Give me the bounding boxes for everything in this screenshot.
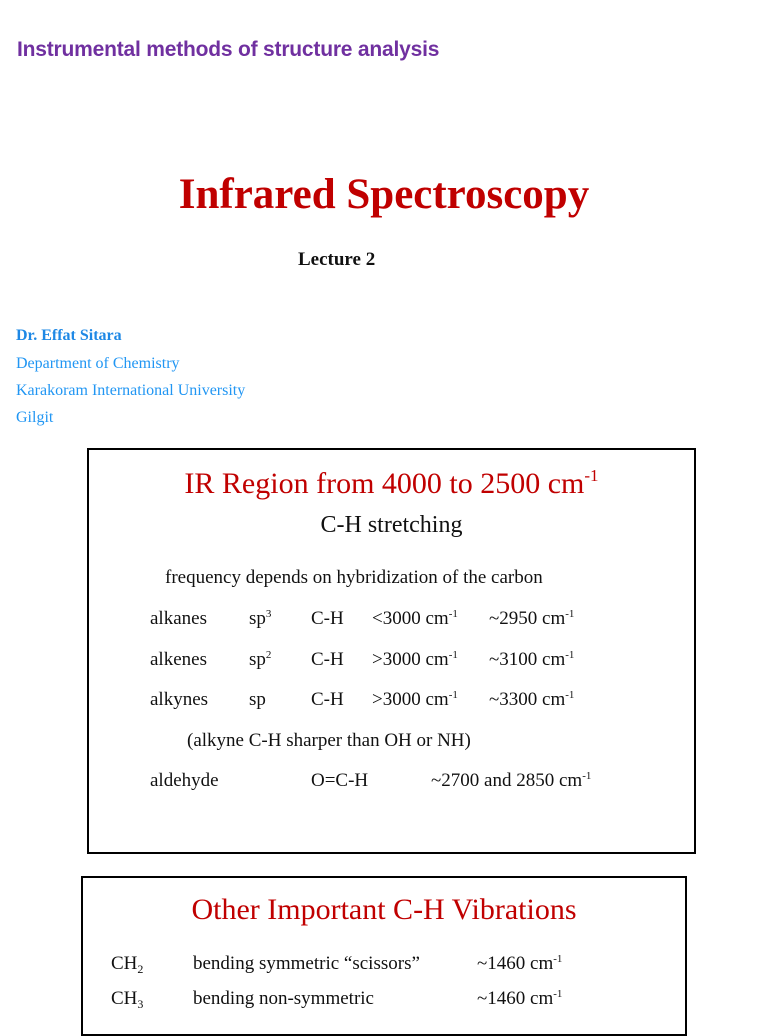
frequency-value-sup: -1 <box>553 953 563 965</box>
hybridization <box>249 608 271 630</box>
frequency-range <box>372 689 458 711</box>
frequency-range-text: <3000 cm <box>372 608 449 629</box>
frequency-value-sup: -1 <box>553 988 563 1000</box>
functional-group: O=C-H <box>311 770 369 791</box>
hybridization-note: frequency depends on hybridization of the carbon <box>165 567 543 588</box>
frequency-value-text: ~1460 cm <box>477 953 554 974</box>
frequency-range-sup: -1 <box>448 649 458 661</box>
frequency-value-text: ~2950 cm <box>489 608 566 629</box>
compound-name: aldehyde <box>150 770 219 791</box>
frequency-value-sup: -1 <box>565 689 575 701</box>
hybridization: sp <box>249 689 266 710</box>
ir-region-box <box>87 448 696 854</box>
author-department: Department of Chemistry <box>16 355 180 372</box>
vibration-description: bending non-symmetric <box>193 988 374 1009</box>
frequency-value <box>431 770 591 792</box>
frequency-value-sup: -1 <box>565 649 575 661</box>
bond-type: C-H <box>311 689 344 710</box>
compound-name: alkynes <box>150 689 209 710</box>
frequency-value <box>477 953 562 975</box>
other-vibrations-box <box>81 876 687 1036</box>
group-name <box>111 988 143 1012</box>
author-city: Gilgit <box>16 409 54 426</box>
frequency-value <box>477 988 562 1010</box>
ir-region-title-exponent: -1 <box>584 466 599 485</box>
hybridization-sup: 3 <box>265 608 272 620</box>
frequency-value <box>489 608 574 630</box>
group-name-sub: 3 <box>137 997 144 1011</box>
hybridization-text: sp <box>249 649 266 670</box>
other-vibrations-title: Other Important C-H Vibrations <box>191 893 577 926</box>
compound-name: alkanes <box>150 608 207 629</box>
vibration-description: bending symmetric “scissors” <box>193 953 420 974</box>
ch-stretching-subtitle: C-H stretching <box>320 512 463 538</box>
hybridization <box>249 649 271 671</box>
lecture-label: Lecture 2 <box>298 249 376 270</box>
frequency-range-text: >3000 cm <box>372 689 449 710</box>
alkyne-note: (alkyne C-H sharper than OH or NH) <box>187 730 471 751</box>
group-name-sub: 2 <box>137 962 144 976</box>
frequency-range-sup: -1 <box>448 689 458 701</box>
group-name-text: CH <box>111 953 138 974</box>
author-university: Karakoram International University <box>16 382 246 399</box>
hybridization-sup: 2 <box>265 649 272 661</box>
frequency-value-sup: -1 <box>582 770 592 782</box>
frequency-value-text: ~2700 and 2850 cm <box>431 770 583 791</box>
ir-region-title <box>89 466 694 501</box>
hybridization-text: sp <box>249 608 266 629</box>
author-name: Dr. Effat Sitara <box>16 327 122 344</box>
frequency-value-text: ~3100 cm <box>489 649 566 670</box>
frequency-range <box>372 608 458 630</box>
bond-type: C-H <box>311 608 344 629</box>
frequency-range-sup: -1 <box>448 608 458 620</box>
group-name-text: CH <box>111 988 138 1009</box>
frequency-range <box>372 649 458 671</box>
frequency-range-text: >3000 cm <box>372 649 449 670</box>
compound-name: alkenes <box>150 649 207 670</box>
ir-region-title-text: IR Region from 4000 to 2500 cm <box>184 467 585 500</box>
frequency-value-text: ~1460 cm <box>477 988 554 1009</box>
course-header: Instrumental methods of structure analysis <box>17 38 440 61</box>
frequency-value <box>489 689 574 711</box>
frequency-value-text: ~3300 cm <box>489 689 566 710</box>
group-name <box>111 953 143 977</box>
page-title: Infrared Spectroscopy <box>178 171 590 218</box>
frequency-value <box>489 649 574 671</box>
bond-type: C-H <box>311 649 344 670</box>
frequency-value-sup: -1 <box>565 608 575 620</box>
